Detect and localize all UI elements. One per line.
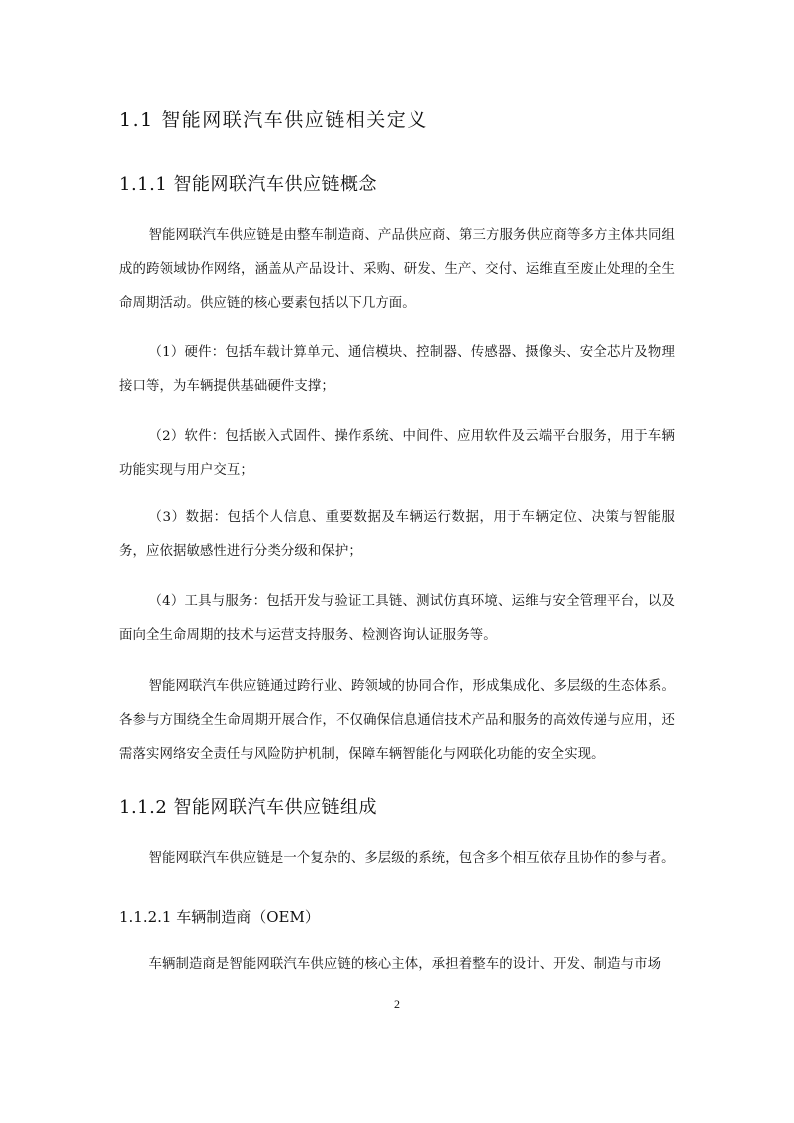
heading-section-1-1: 1.1 智能网联汽车供应链相关定义: [119, 109, 428, 131]
paragraph-intro: 智能网联汽车供应链是由整车制造商、产品供应商、第三方服务供应商等多方主体共同组成的跨领域协作网络，涵盖从产品设计、采购、研发、生产、交付、运维直至废止处理的全生命周期活动。供应链的核心要素包括以下几方面。: [119, 228, 675, 311]
paragraph-item-tools-services: （4）工具与服务：包括开发与验证工具链、测试仿真环境、运维与安全管理平台，以及面向全生命周期的技术与运营支持服务、检测咨询认证服务等。: [119, 594, 675, 643]
paragraph-item-data: （3）数据：包括个人信息、重要数据及车辆运行数据，用于车辆定位、决策与智能服务，应依据敏感性进行分类分级和保护；: [119, 510, 675, 559]
heading-section-1-1-1: 1.1.1 智能网联汽车供应链概念: [119, 174, 378, 195]
page-number: 2: [394, 997, 400, 1011]
paragraph-composition: 智能网联汽车供应链是一个复杂的、多层级的系统，包含多个相互依存且协作的参与者。: [148, 851, 675, 866]
paragraph-oem: 车辆制造商是智能网联汽车供应链的核心主体，承担着整车的设计、开发、制造与市场: [148, 957, 662, 972]
paragraph-item-software: （2）软件：包括嵌入式固件、操作系统、中间件、应用软件及云端平台服务，用于车辆功能实现与用户交互；: [119, 429, 675, 478]
heading-section-1-1-2-1: 1.1.2.1 车辆制造商（OEM）: [119, 908, 320, 926]
paragraph-item-hardware: （1）硬件：包括车载计算单元、通信模块、控制器、传感器、摄像头、安全芯片及物理接口等，为车辆提供基础硬件支撑；: [119, 345, 675, 394]
paragraph-ecosystem: 智能网联汽车供应链通过跨行业、跨领域的协同合作，形成集成化、多层级的生态体系。各参与方围绕全生命周期开展合作，不仅确保信息通信技术产品和服务的高效传递与应用，还需落实网络安全责任与风险防护机制，保障车辆智能化与网联化功能的安全实现。: [119, 679, 675, 762]
heading-section-1-1-2: 1.1.2 智能网联汽车供应链组成: [119, 797, 378, 818]
